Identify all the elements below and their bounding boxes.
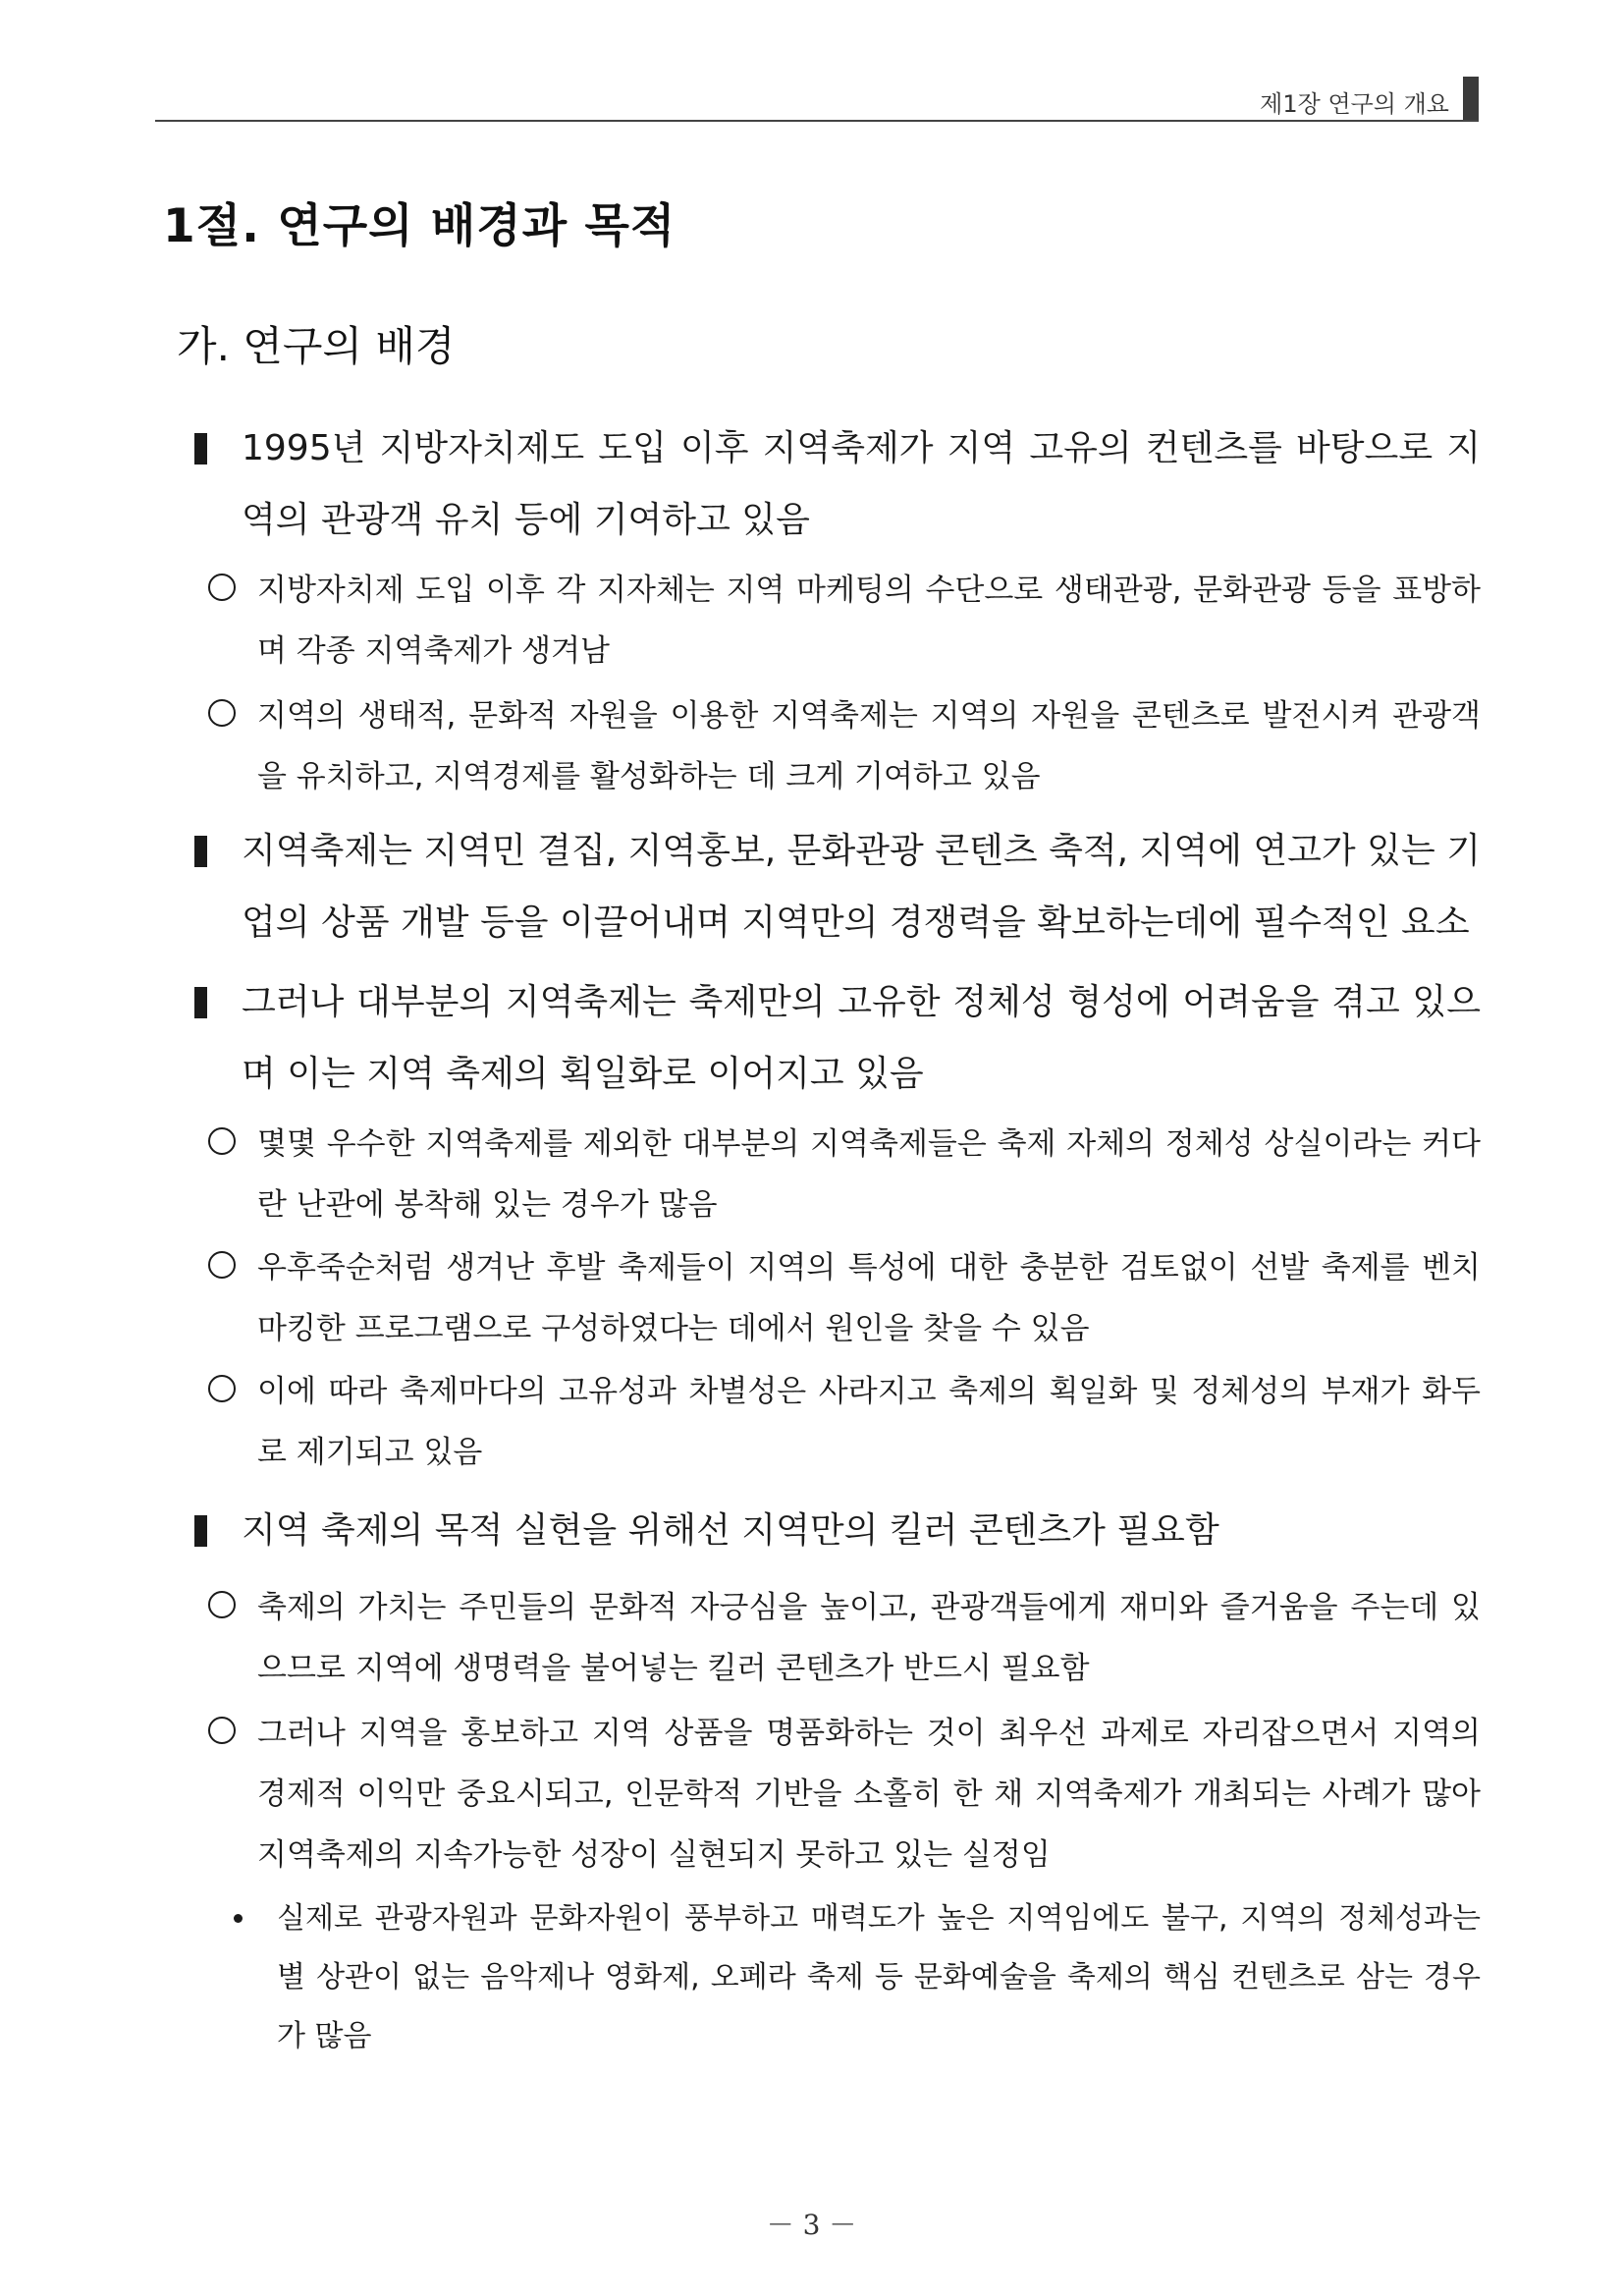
circle-item	[208, 560, 1481, 682]
page-title: 1절. 연구의 배경과 목적	[163, 199, 676, 253]
running-header	[155, 77, 1479, 122]
chapter-label: 제1장 연구의 개요	[1260, 90, 1449, 118]
bullet-item	[194, 966, 1481, 1110]
circle-bullet-icon	[208, 1375, 236, 1402]
circle-bullet-icon	[208, 1127, 236, 1155]
page-number: － 3 －	[766, 2209, 857, 2241]
square-bullet-icon	[194, 1515, 207, 1547]
circle-item	[208, 1114, 1481, 1235]
bullet-text: 그러나 대부분의 지역축제는 축제만의 고유한 정체성 형성에 어려움을 겪고 있으며 이는 지역 축제의 획일화로 이어지고 있음	[242, 982, 1481, 1094]
square-bullet-icon	[194, 987, 207, 1018]
dot-bullet-icon	[234, 1914, 243, 1923]
square-bullet-icon	[194, 433, 207, 465]
circle-text: 우후죽순처럼 생겨난 후발 축제들이 지역의 특성에 대한 충분한 검토없이 선발 축제를 벤치마킹한 프로그램으로 구성하였다는 데에서 원인을 찾을 수 있음	[257, 1250, 1481, 1346]
dot-item	[234, 1889, 1481, 2066]
circle-text: 이에 따라 축제마다의 고유성과 차별성은 사라지고 축제의 획일화 및 정체성의 부재가 화두로 제기되고 있음	[257, 1374, 1481, 1470]
dot-text: 실제로 관광자원과 문화자원이 풍부하고 매력도가 높은 지역임에도 불구, 지역의 정체성과는 별 상관이 없는 음악제나 영화제, 오페라 축제 등 문화예술을 축제의 핵심 컨텐츠로 삼는 경우가 많음	[277, 1901, 1481, 2053]
circle-text: 그러나 지역을 홍보하고 지역 상품을 명품화하는 것이 최우선 과제로 자리잡으면서 지역의 경제적 이익만 중요시되고, 인문학적 기반을 소홀히 한 채 지역축제가 개최되는 사례가 많아 지역축제의 지속가능한 성장이 실현되지 못하고 있는 실정임	[257, 1716, 1481, 1873]
circle-text: 축제의 가치는 주민들의 문화적 자긍심을 높이고, 관광객들에게 재미와 즐거움을 주는데 있으므로 지역에 생명력을 불어넣는 킬러 콘텐츠가 반드시 필요함	[257, 1590, 1481, 1686]
circle-text: 몇몇 우수한 지역축제를 제외한 대부분의 지역축제들은 축제 자체의 정체성 상실이라는 커다란 난관에 봉착해 있는 경우가 많음	[257, 1126, 1481, 1223]
circle-bullet-icon	[208, 1591, 236, 1618]
circle-bullet-icon	[208, 1717, 236, 1744]
bullet-item	[194, 412, 1481, 556]
circle-bullet-icon	[208, 1251, 236, 1279]
circle-text: 지역의 생태적, 문화적 자원을 이용한 지역축제는 지역의 자원을 콘텐츠로 발전시켜 관광객을 유치하고, 지역경제를 활성화하는 데 크게 기여하고 있음	[257, 698, 1481, 794]
circle-item	[208, 685, 1481, 807]
circle-bullet-icon	[208, 574, 236, 601]
circle-text: 지방자치제 도입 이후 각 지자체는 지역 마케팅의 수단으로 생태관광, 문화관광 등을 표방하며 각종 지역축제가 생겨남	[257, 573, 1481, 669]
bullet-text: 지역축제는 지역민 결집, 지역홍보, 문화관광 콘텐츠 축적, 지역에 연고가 있는 기업의 상품 개발 등을 이끌어내며 지역만의 경쟁력을 확보하는데에 필수적인 요소	[242, 831, 1481, 943]
bullet-item	[194, 815, 1481, 958]
bullet-text: 지역 축제의 목적 실현을 위해선 지역만의 킬러 콘텐츠가 필요함	[242, 1510, 1219, 1551]
section-heading: 가. 연구의 배경	[177, 322, 456, 370]
circle-item	[208, 1577, 1481, 1699]
header-marker-bar	[1463, 77, 1479, 120]
square-bullet-icon	[194, 836, 207, 867]
circle-item	[208, 1237, 1481, 1359]
circle-item	[208, 1703, 1481, 1886]
bullet-text: 1995년 지방자치제도 도입 이후 지역축제가 지역 고유의 컨텐츠를 바탕으로 지역의 관광객 유치 등에 기여하고 있음	[242, 428, 1481, 540]
bullet-item	[194, 1495, 1481, 1566]
circle-item	[208, 1361, 1481, 1483]
circle-bullet-icon	[208, 699, 236, 727]
